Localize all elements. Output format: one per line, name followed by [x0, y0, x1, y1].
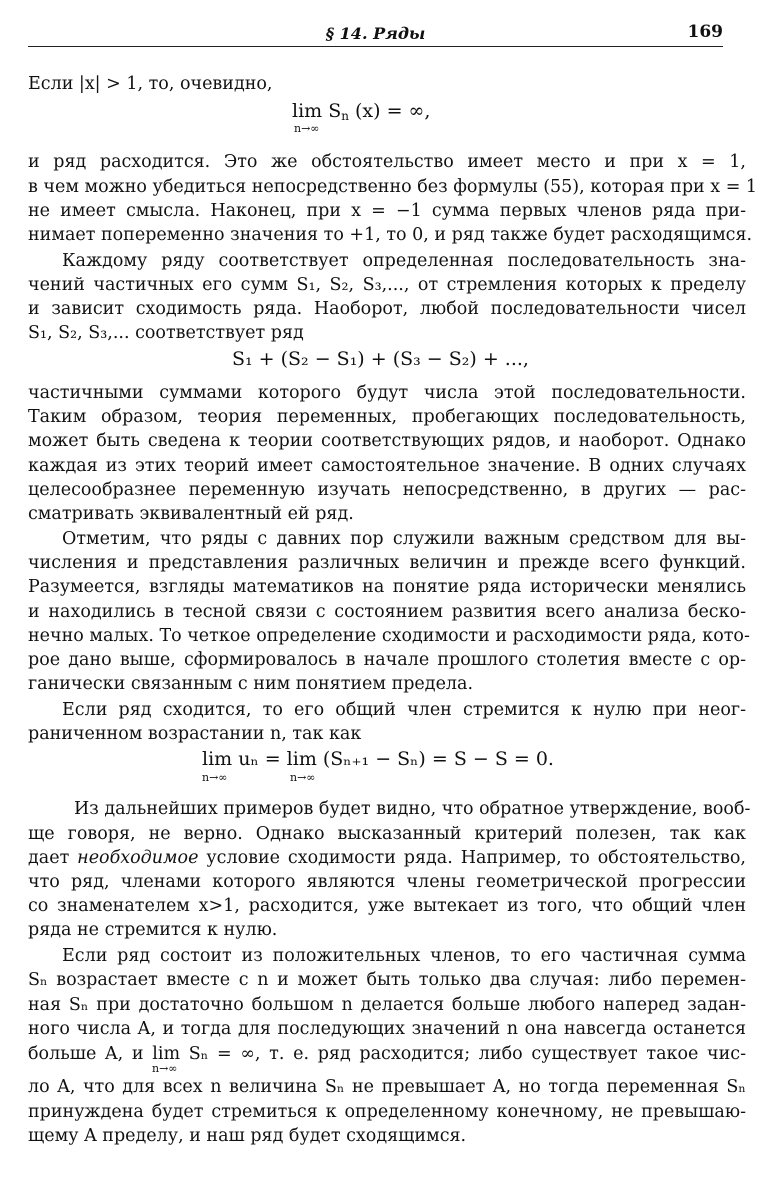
- text-line: щему A пределу, и наш ряд будет сходящимся.: [28, 1126, 467, 1146]
- text-span: дает: [28, 848, 78, 868]
- text-line: больше A, и lim Sₙ = ∞, т. е. ряд расходится; либо существует такое чис-: [28, 1044, 746, 1064]
- formula-part: (x) = ∞,: [355, 100, 431, 122]
- text-line: S₁, S₂, S₃,... соответствует ряд: [28, 323, 304, 343]
- text-line: чений частичных его сумм S₁, S₂, S₃,..., от стремления которых к пределу: [28, 275, 746, 295]
- text-line: ганически связанным с ним понятием предела.: [28, 674, 474, 694]
- text-line: и ряд расходится. Это же обстоятельство имеет место и при x = 1,: [28, 152, 746, 172]
- formula-series: S₁ + (S₂ − S₁) + (S₃ − S₂) + ...,: [232, 348, 529, 370]
- text-line: Если ряд сходится, то его общий член стремится к нулю при неог-: [62, 700, 746, 720]
- text-line: со знаменателем x>1, расходится, уже вытекает из того, что общий член: [28, 896, 746, 916]
- text-line: целесообразнее переменную изучать непосредственно, в других — рас-: [28, 480, 746, 500]
- formula-part: lim S: [292, 100, 342, 122]
- formula-general-term: lim uₙ = lim (Sₙ₊₁ − Sₙ) = S − S = 0.: [202, 748, 554, 770]
- formula-limit-under: n→∞: [294, 122, 320, 135]
- text-line: ло A, что для всех n величина Sₙ не превышает A, но тогда переменная Sₙ: [28, 1077, 746, 1097]
- text-line: Из дальнейших примеров будет видно, что обратное утверждение, вооб-: [74, 799, 751, 819]
- text-line: ряда не стремится к нулю.: [28, 920, 278, 940]
- formula-subscript: n: [341, 109, 349, 123]
- text-line: Если |x| > 1, то, очевидно,: [28, 74, 273, 94]
- text-line: рое дано выше, сформировалось в начале прошлого столетия вместе с ор-: [28, 650, 746, 670]
- italic-term: необходимое: [77, 848, 199, 868]
- text-span: условие сходимости ряда. Например, то обстоятельство,: [198, 848, 746, 868]
- text-line: не имеет смысла. Наконец, при x = −1 сумма первых членов ряда при-: [28, 201, 746, 221]
- text-line: нечно малых. То четкое определение сходимости и расходимости ряда, кото-: [28, 626, 750, 646]
- text-line: ная Sₙ при достаточно большом n делается больше любого наперед задан-: [28, 995, 746, 1015]
- text-line: ще говоря, не верно. Однако высказанный критерий полезен, так как: [28, 824, 746, 844]
- text-line: Отметим, что ряды с давних пор служили важным средством для вы-: [62, 529, 746, 549]
- text-line: Если ряд состоит из положительных членов, то его частичная сумма: [62, 946, 746, 966]
- text-line: Каждому ряду соответствует определенная последовательность зна-: [62, 251, 746, 271]
- text-line: что ряд, членами которого являются члены геометрической прогрессии: [28, 872, 746, 892]
- text-line: сматривать эквивалентный ей ряд.: [28, 504, 354, 524]
- text-line: нимает попеременно значения то +1, то 0, и ряд также будет расходящимся.: [28, 225, 753, 245]
- formula-limit-sn: [292, 100, 430, 123]
- section-title: § 14. Ряды: [325, 24, 426, 43]
- text-line: частичными суммами которого будут числа этой последовательности.: [28, 383, 746, 403]
- text-line: Sₙ возрастает вместе с n и может быть только два случая: либо перемен-: [28, 970, 746, 990]
- text-line: Разумеется, взгляды математиков на понятие ряда исторически менялись: [28, 577, 746, 597]
- text-line: и зависит сходимость ряда. Наоборот, любой последовательности чисел: [28, 299, 746, 319]
- text-line: может быть сведена к теории соответствующих рядов, и наоборот. Однако: [28, 431, 746, 451]
- text-line: ного числа A, и тогда для последующих значений n она навсегда останется: [28, 1019, 746, 1039]
- text-line: раниченном возрастании n, так как: [28, 724, 362, 744]
- text-line: числения и представления различных величин и прежде всего функций.: [28, 553, 746, 573]
- text-line: каждая из этих теорий имеет самостоятельное значение. В одних случаях: [28, 456, 746, 476]
- formula-under-2: n→∞: [290, 771, 316, 784]
- text-line: в чем можно убедиться непосредственно без формулы (55), которая при x = 1: [28, 177, 758, 197]
- page-number: 169: [687, 22, 723, 42]
- running-header: [28, 22, 723, 47]
- formula-under-1: n→∞: [202, 771, 228, 784]
- text-line: и находились в тесной связи с состоянием развития всего анализа беско-: [28, 602, 746, 622]
- text-line: Таким образом, теория переменных, пробегающих последовательность,: [28, 407, 746, 427]
- text-line: принуждена будет стремиться к определенному конечному, не превышаю-: [28, 1102, 746, 1122]
- text-line: [28, 846, 746, 870]
- formula-under-3: n→∞: [152, 1062, 178, 1075]
